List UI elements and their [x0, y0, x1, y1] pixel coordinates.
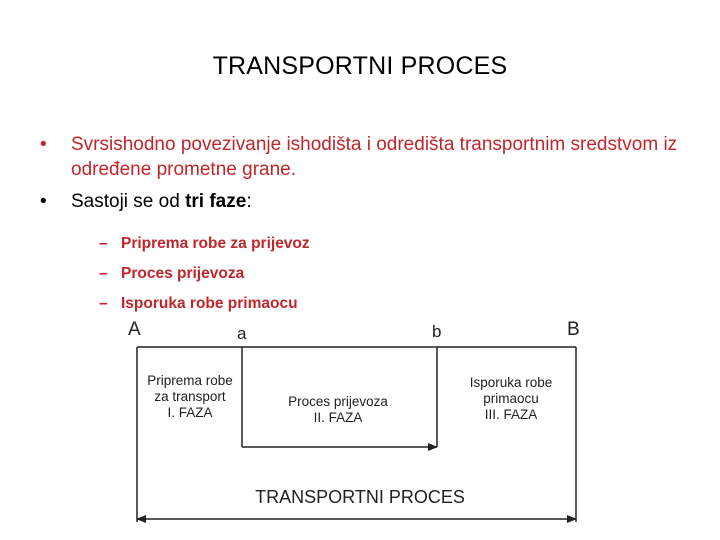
point-label-b: b — [432, 322, 442, 341]
phase2-line2: II. FAZA — [313, 410, 363, 425]
phase3-line1: Isporuka robe — [469, 375, 553, 390]
dash-marker: – — [99, 295, 108, 312]
bullet-phases-bold: tri faze — [185, 191, 247, 212]
phase3-label — [470, 375, 553, 422]
phase1-line3: I. FAZA — [167, 405, 213, 420]
sub-item-text: Proces prijevoza — [121, 265, 245, 282]
dash-marker: – — [99, 265, 108, 282]
point-label-a: a — [237, 324, 247, 343]
bullet-phases-text: Sastoji se od — [71, 191, 186, 212]
slide-title: TRANSPORTNI PROCES — [212, 52, 508, 80]
bullet-phases-colon: : — [246, 191, 252, 212]
dash-marker: – — [99, 235, 108, 252]
phase1-line1: Priprema robe — [147, 373, 233, 388]
sub-item-text: Priprema robe za prijevoz — [121, 235, 310, 252]
phase2-line1: Proces prijevoza — [288, 394, 388, 409]
phase3-line2: primaocu — [483, 391, 539, 406]
sub-item-text: Isporuka robe primaocu — [121, 295, 298, 312]
phase1-line2: za transport — [154, 389, 226, 404]
point-label-A: A — [128, 319, 141, 340]
point-label-B: B — [567, 319, 580, 340]
process-label: TRANSPORTNI PROCES — [255, 487, 465, 507]
phase3-line3: III. FAZA — [484, 407, 538, 422]
bullet-marker: • — [40, 191, 47, 212]
phase1-label — [147, 373, 233, 420]
phase2-label — [288, 394, 388, 425]
bullet-marker: • — [40, 134, 47, 155]
bullet-definition-text: Svrsishodno povezivanje ishodišta i odredišta transportnim sredstvom iz određene prometne grane. — [71, 134, 678, 180]
